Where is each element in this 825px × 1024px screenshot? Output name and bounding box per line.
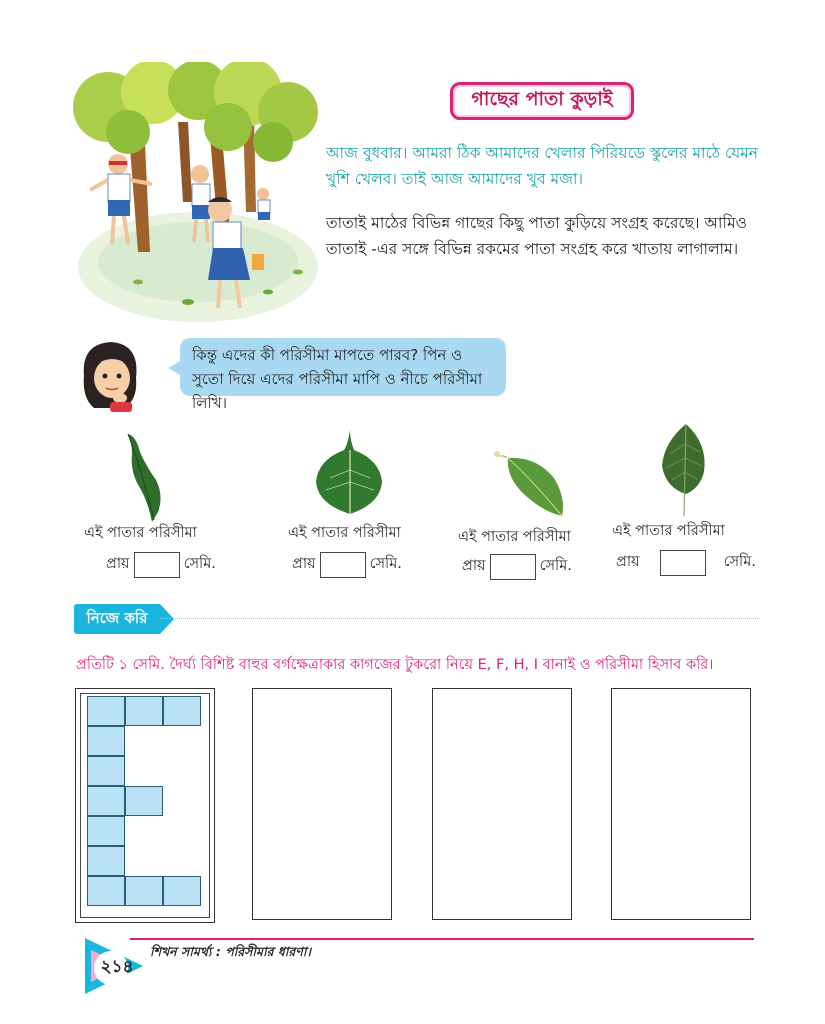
speech-bubble: কিন্তু এদের কী পরিসীমা মাপতে পারব? পিন ও সুতো দিয়ে এদের পরিসীমা মাপি ও নীচে পরিসীমা লিখি। [180,338,506,396]
learning-outcome: শিখন সামর্থ্য : পরিসীমার ধারণা। [150,944,311,959]
leaf-4-label: এই পাতার পরিসীমা [612,523,725,539]
leaf-2-answer [292,552,402,578]
e-square [163,696,201,726]
leaf-4-unit: সেমি. [723,554,756,570]
leaf-1-prefix: প্রায় [106,556,130,572]
e-square [87,876,125,906]
leaf-3-icon [494,448,566,518]
section-divider [160,618,760,619]
e-square [87,816,125,846]
leaf-3-prefix: প্রায় [462,558,486,574]
leaf-2-answer-box[interactable] [320,552,366,578]
leaf-3-unit: সেমি. [539,558,572,574]
leaf-2-label: এই পাতার পরিসীমা [288,525,401,541]
leaf-1-label: এই পাতার পরিসীমা [84,525,197,541]
leaf-1-answer-box[interactable] [134,552,180,578]
footer-line [130,938,754,940]
section-label: নিজে করি [74,604,160,634]
e-square [125,786,163,816]
girl-thinking-avatar [76,336,146,414]
story-paragraph: তাতাই মাঠের বিভিন্ন গাছের কিছু পাতা কুড়িয়ে সংগ্রহ করেছে। আমিও তাতাই -এর সঙ্গে বিভিন্ন রকমের পাতা সংগ্রহ করে খাতায় লাগালাম। [326,214,747,258]
leaf-2-prefix: প্রায় [292,556,316,572]
page-title: গাছের পাতা কুড়াই [450,82,634,120]
leaf-1-unit: সেমি. [183,556,216,572]
leaf-3-answer [462,554,572,580]
e-square [87,786,125,816]
leaf-4-answer [616,550,756,576]
e-square [87,846,125,876]
e-square [87,726,125,756]
children-playing-illustration [68,62,318,324]
leaf-2-unit: সেমি. [369,556,402,572]
e-square [87,696,125,726]
letter-i-frame[interactable] [611,688,751,920]
activity-instruction: প্রতিটি ১ সেমি. দৈর্ঘ্য বিশিষ্ট বাহুর বর্গক্ষেত্রাকার কাগজের টুকরো নিয়ে E, F, H, I বানাই ও পরিসীমা হিসাব করি। [76,657,714,673]
letter-h-frame[interactable] [432,688,572,920]
e-square [163,876,201,906]
leaf-4-prefix: প্রায় [616,554,640,570]
e-square [125,696,163,726]
leaf-2-icon [312,430,386,520]
e-square [87,756,125,786]
leaf-4-icon [656,422,710,518]
leaf-3-label: এই পাতার পরিসীমা [458,529,571,545]
leaf-1-answer [106,552,216,578]
leaf-4-answer-box[interactable] [660,550,706,576]
leaf-3-answer-box[interactable] [490,554,536,580]
page-number: ২১৪ [100,957,134,977]
intro-paragraph: আজ বুধবার। আমরা ঠিক আমাদের খেলার পিরিয়ডে স্কুলের মাঠে যেমন খুশি খেলব। তাই আজ আমাদের খুব মজা। [326,144,759,188]
leaf-1-icon [122,432,166,524]
e-square [125,876,163,906]
letter-f-frame[interactable] [252,688,392,920]
